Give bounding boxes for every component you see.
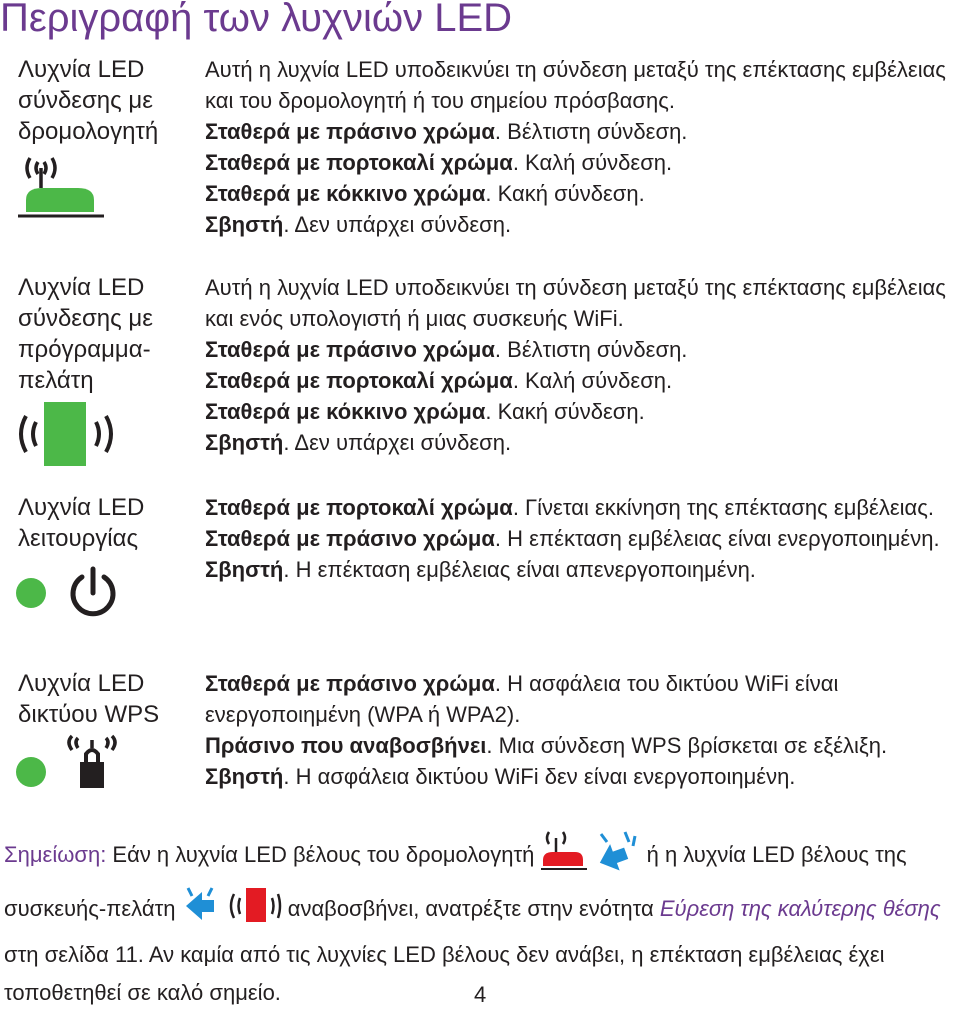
note-paragraph: Σημείωση: Εάν η λυχνία LED βέλους του δρομολογητή ή η λυχνία LED βέλους της συσκευής-πελάτη αναβοσβήνει, ανατρέξτε στην ενότητα Εύρεση της καλύτερης θέσης στη σελίδα 11. Αν καμία από τις λυχνίες LED βέλους δεν ανάβει, η επέκταση εμβέλειας έχει τοποθετηθεί σε καλό σημείο.	[4, 828, 956, 1012]
power-led-label: Λυχνία LED λειτουργίας	[18, 494, 145, 552]
wps-led-icon	[14, 734, 124, 798]
note-label: Σημείωση:	[4, 841, 107, 867]
page-title: Περιγραφή των λυχνιών LED	[0, 0, 513, 40]
client-led-description: Αυτή η λυχνία LED υποδεικνύει τη σύνδεση μεταξύ της επέκτασης εμβέλειας και ενός υπολογιστή ή μιας συσκευής WiFi. Σταθερά με πράσινο χρώμα. Βέλτιστη σύνδεση. Σταθερά με πορτοκαλί χρώμα. Καλή σύνδεση. Σταθερά με κόκκινο χρώμα. Κακή σύνδεση. Σβηστή. Δεν υπάρχει σύνδεση.	[205, 275, 946, 455]
client-arrow-led-icon	[182, 884, 282, 936]
router-arrow-led-icon	[541, 828, 641, 884]
router-led-label: Λυχνία LED σύνδεσης με δρομολογητή	[18, 56, 159, 145]
client-link-led-icon	[14, 398, 118, 468]
page-number: 4	[474, 982, 487, 1007]
router-link-led-icon	[18, 148, 106, 220]
power-led-description: Σταθερά με πορτοκαλί χρώμα. Γίνεται εκκίνηση της επέκτασης εμβέλειας. Σταθερά με πράσινο χρώμα. Η επέκταση εμβέλειας είναι ενεργοποιημένη. Σβηστή. Η επέκταση εμβέλειας είναι απενεργοποιημένη.	[205, 495, 940, 582]
best-location-link[interactable]: Εύρεση της καλύτερης θέσης	[659, 895, 941, 921]
power-led-icon	[14, 565, 124, 621]
wps-led-description: Σταθερά με πράσινο χρώμα. Η ασφάλεια του δικτύου WiFi είναι ενεργοποιημένη (WPA ή WPA2). Πράσινο που αναβοσβήνει. Μια σύνδεση WPS βρίσκεται σε εξέλιξη. Σβηστή. Η ασφάλεια δικτύου WiFi δεν είναι ενεργοποιημένη.	[205, 671, 888, 789]
wps-led-label: Λυχνία LED δικτύου WPS	[18, 670, 160, 728]
client-led-label: Λυχνία LED σύνδεσης με πρόγραμμα-πελάτη	[18, 274, 153, 394]
router-led-description: Αυτή η λυχνία LED υποδεικνύει τη σύνδεση μεταξύ της επέκτασης εμβέλειας και του δρομολογητή ή του σημείου πρόσβασης. Σταθερά με πράσινο χρώμα. Βέλτιστη σύνδεση. Σταθερά με πορτοκαλί χρώμα. Καλή σύνδεση. Σταθερά με κόκκινο χρώμα. Κακή σύνδεση. Σβηστή. Δεν υπάρχει σύνδεση.	[205, 57, 946, 237]
